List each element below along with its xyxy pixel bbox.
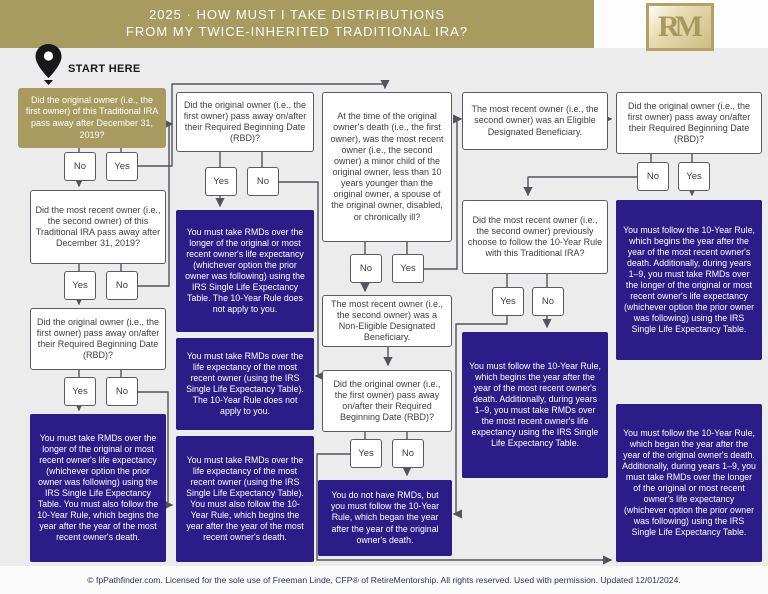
- page-title-line1: 2025 · HOW MUST I TAKE DISTRIBUTIONS: [148, 7, 446, 22]
- answer-yes: Yes: [392, 254, 424, 283]
- question-original-owner-died-after-2019: Did the original owner (i.e., the first owner) of this Traditional IRA pass away after December 31, 2019?: [18, 88, 166, 148]
- answer-yes: Yes: [106, 152, 138, 181]
- result-recent-le-no-10yr: You must take RMDs over the life expectancy of the most recent owner (using the IRS Single Life Expectancy Table). The 10-Year Rule does not apply to you.: [176, 338, 314, 430]
- answer-no: No: [247, 167, 279, 196]
- answer-yes: Yes: [678, 162, 710, 191]
- question-original-owner-rbd-col1: Did the original owner (i.e., the first owner) pass away on/after their Required Beginning Date (RBD)?: [30, 308, 166, 370]
- question-edb-status: At the time of the original owner's death (i.e., the first owner), was the most recent owner (i.e., the second owner) a minor child of the original owner, less than 10 years younger than the original owner, a spouse of the original owner, disabled, or chronically ill?: [322, 92, 452, 242]
- answer-no: No: [64, 152, 96, 181]
- result-longer-le-plus-10yr: You must take RMDs over the longer of the original or most recent owner's life expectancy (whichever option the prior owner was following) using the IRS Single Life Expectancy Table. You must also follow the 10-Year Rule, which begins the year after the year of the most recent owner's death.: [30, 414, 166, 562]
- statement-non-eligible-designated-beneficiary: The most recent owner (i.e., the second owner) was a Non-Eligible Designated Beneficiary.: [322, 295, 452, 347]
- answer-yes: Yes: [64, 377, 96, 406]
- statement-eligible-designated-beneficiary: The most recent owner (i.e., the second owner) was an Eligible Designated Beneficiary.: [462, 92, 608, 150]
- question-original-owner-rbd-col3: Did the original owner (i.e., the first owner) pass away on/after their Required Beginning Date (RBD)?: [322, 370, 452, 432]
- question-original-owner-rbd-col2: Did the original owner (i.e., the first owner) pass away on/after their Required Beginning Date (RBD)?: [176, 92, 314, 152]
- footer-text: © fpPathfinder.com. Licensed for the sole use of Freeman Linde, CFP® of RetireMentorship. All rights reserved. Used with permission. Updated 12/01/2024.: [87, 575, 681, 585]
- answer-yes: Yes: [350, 439, 382, 468]
- question-recent-owner-died-after-2019: Did the most recent owner (i.e., the second owner) of this Traditional IRA pass away after December 31, 2019?: [30, 190, 166, 264]
- answer-no: No: [106, 377, 138, 406]
- result-no-rmds-10yr-original-death: You do not have RMDs, but you must follow the 10-Year Rule, which began the year after the year of the original owner's death.: [318, 480, 452, 556]
- answer-no: No: [106, 271, 138, 300]
- result-10yr-longer-le-original-death: You must follow the 10-Year Rule, which began the year after the year of the original owner's death. Additionally, during years 1–9, you must take RMDs over the longer of the original or most recent owner's life expectancy (whichever option the prior owner was following) using the IRS Single Life Expectancy Table.: [616, 404, 762, 562]
- answer-yes: Yes: [492, 287, 524, 316]
- result-recent-le-plus-10yr: You must take RMDs over the life expectancy of the most recent owner (using the IRS Single Life Expectancy Table). You must also follow the 10-Year Rule, which begins the year after the year of the most recent owner's death.: [176, 436, 314, 562]
- result-10yr-longer-le-recent-death: You must follow the 10-Year Rule, which begins the year after the year of the most recent owner's death. Additionally, during years 1–9, you must take RMDs over the longer of the original or most recent owner's life expectancy (whichever option the prior owner was following) using the IRS Single Life Expectancy Table.: [616, 200, 762, 360]
- start-pin-icon: [35, 44, 62, 85]
- question-original-owner-rbd-col5: Did the original owner (i.e., the first owner) pass away on/after their Required Beginning Date (RBD)?: [616, 92, 762, 154]
- result-10yr-plus-recent-le: You must follow the 10-Year Rule, which begins the year after the year of the most recent owner's death. Additionally, during years 1–9, you must take RMDs over the most recent owner's life expectancy using the IRS Single Life Expectancy Table.: [462, 332, 608, 478]
- answer-no: No: [532, 287, 564, 316]
- answer-yes: Yes: [64, 271, 96, 300]
- page-title-line2: FROM MY TWICE-INHERITED TRADITIONAL IRA?: [125, 23, 469, 39]
- result-longer-le-no-10yr: You must take RMDs over the longer of the original or most recent owner's life expectancy (whichever option the prior owner was following) using the IRS Single Life Expectancy Table. The 10-Year Rule does not apply to you.: [176, 210, 314, 332]
- start-here-label: START HERE: [68, 63, 141, 75]
- question-previously-chose-10yr: Did the most recent owner (i.e., the second owner) previously choose to follow the 10-Year Rule with this Traditional IRA?: [462, 200, 608, 274]
- brand-monogram: RM: [658, 10, 698, 43]
- answer-no: No: [637, 162, 669, 191]
- answer-no: No: [350, 254, 382, 283]
- answer-no: No: [392, 439, 424, 468]
- answer-yes: Yes: [205, 167, 237, 196]
